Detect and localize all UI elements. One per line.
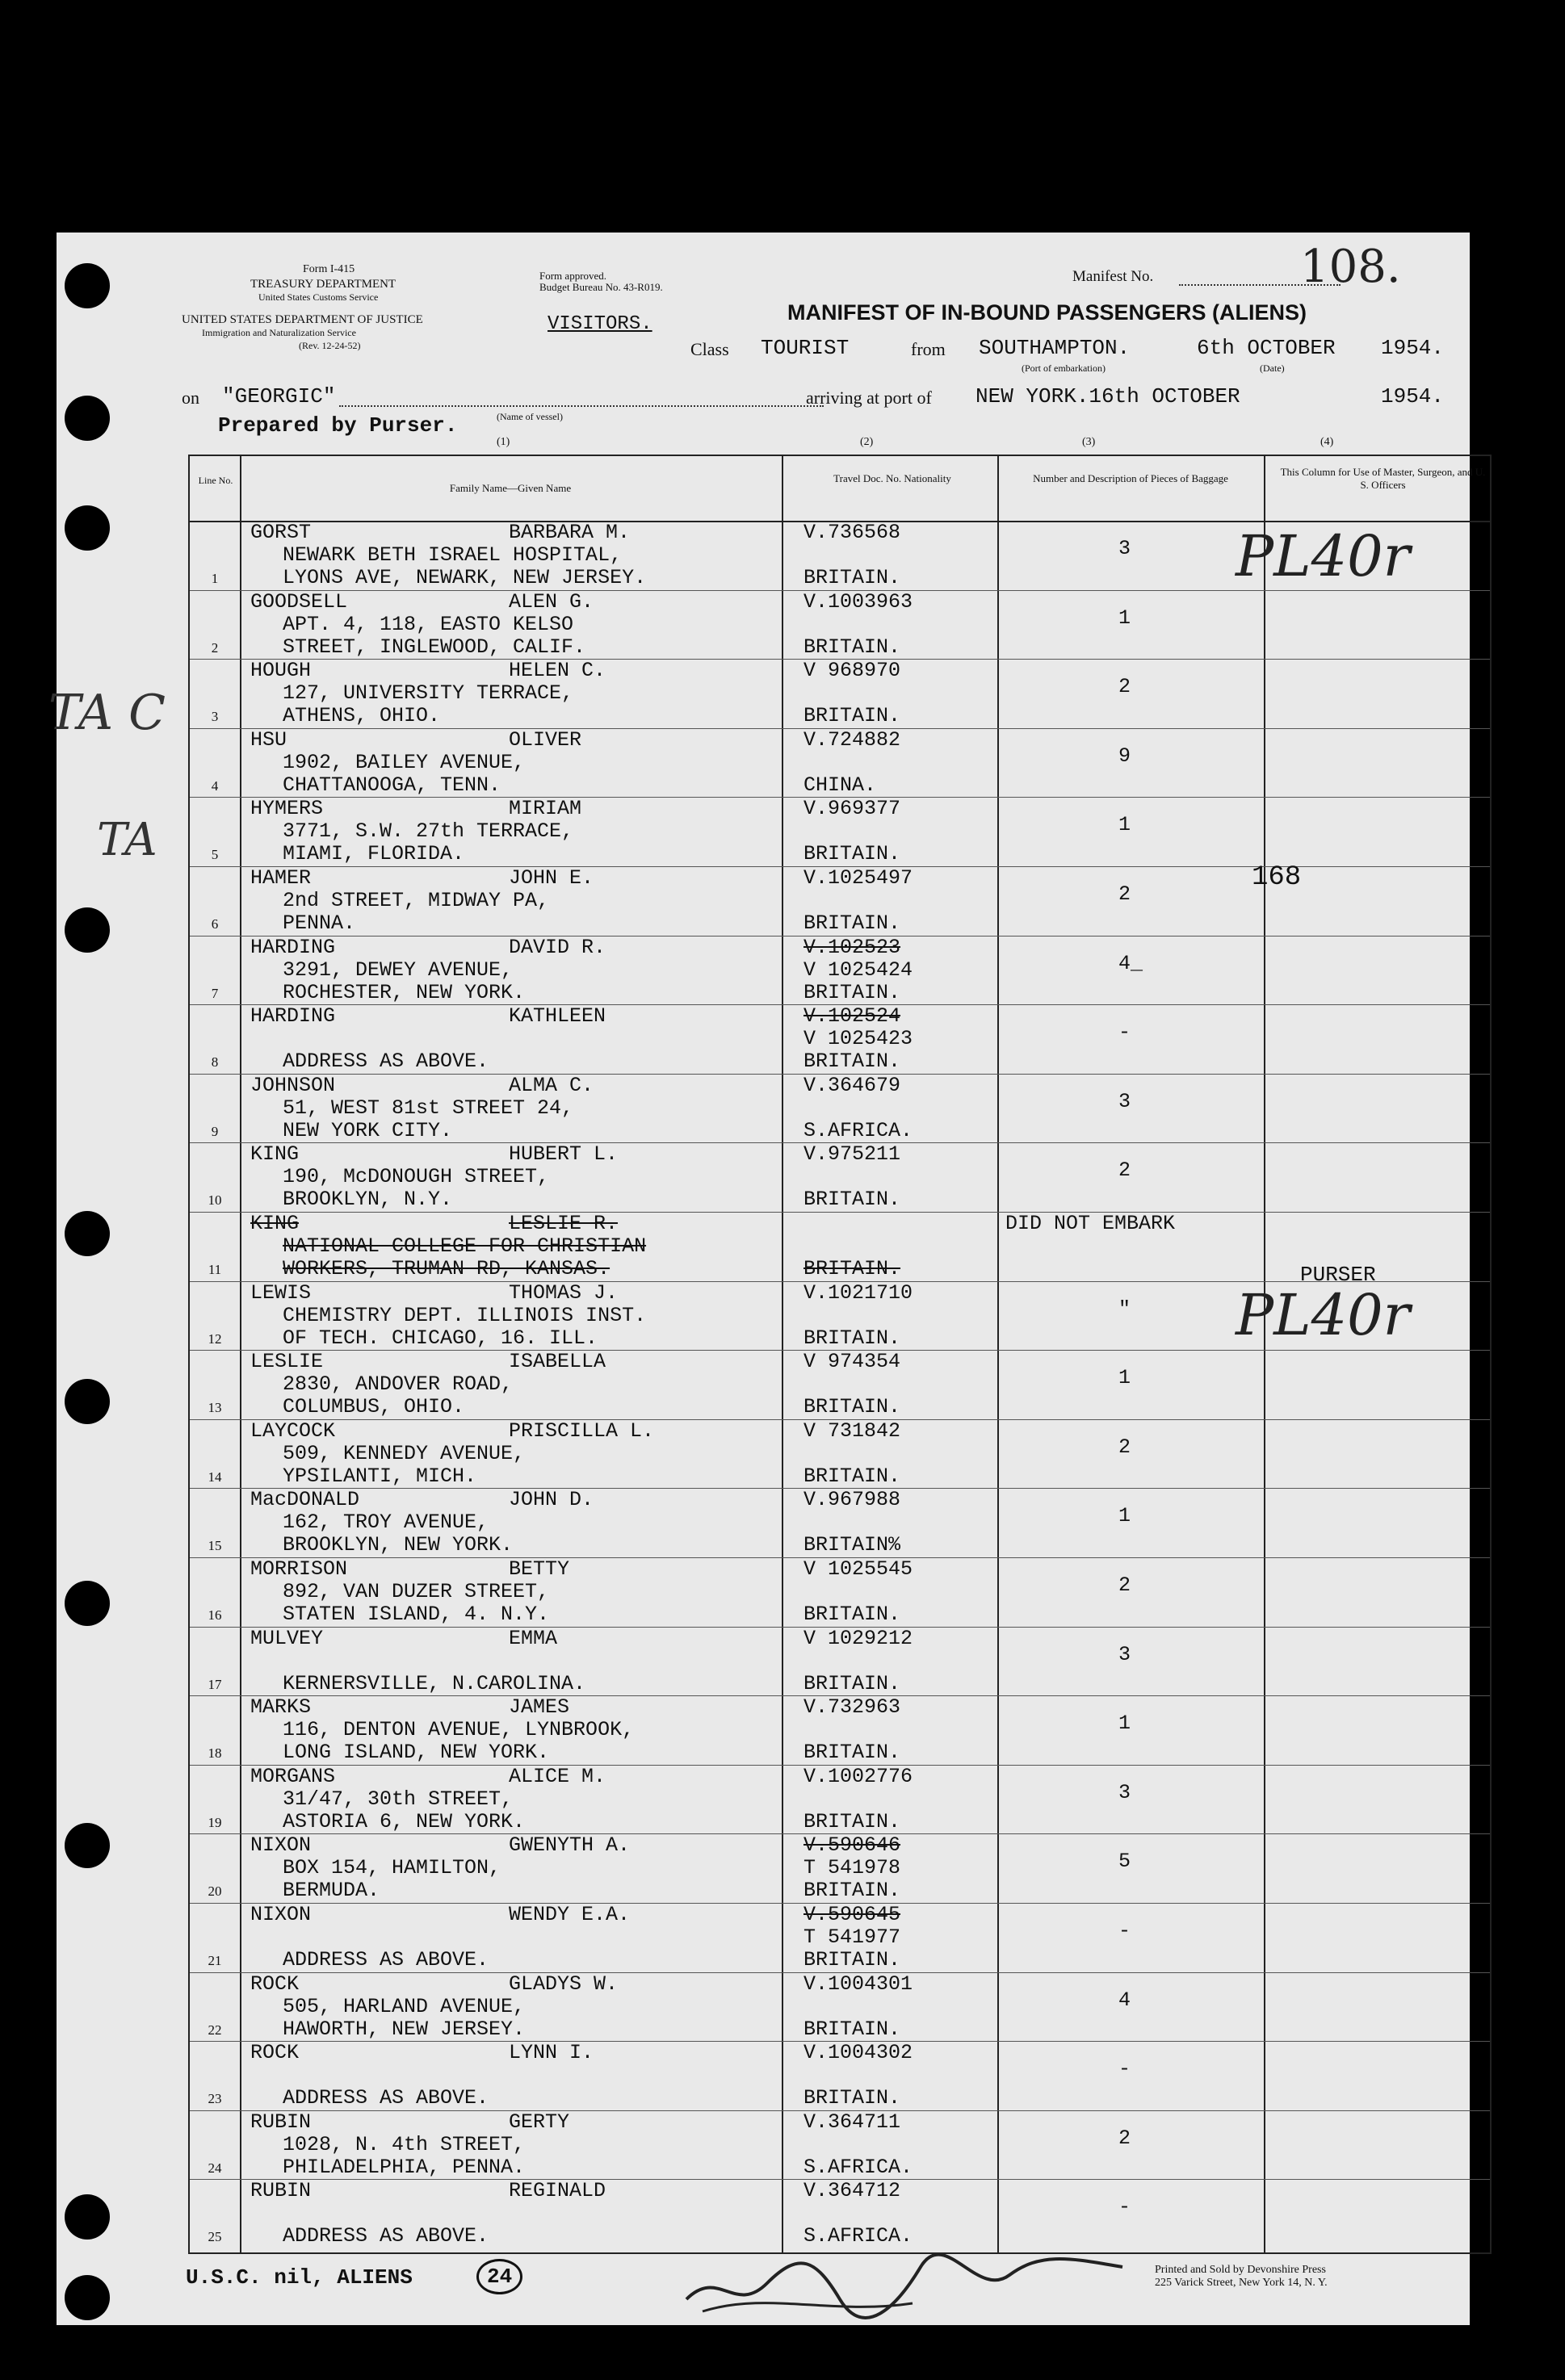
travel-doc-number-corrected: V 1025423 [803,1027,913,1051]
line-number: 18 [208,1745,222,1762]
given-name: ALICE M. [509,1764,606,1788]
line-number: 19 [208,1814,222,1830]
punch-hole [65,2275,110,2320]
alien-count: 24 [476,2259,522,2294]
baggage-count: 2 [1118,1573,1131,1597]
travel-doc-number: V.969377 [803,797,901,821]
family-name: GOODSELL [250,589,348,614]
table-row [190,1972,1490,2042]
on-label: on [182,388,199,408]
address-line-2: ROCHESTER, NEW YORK. [283,980,526,1004]
address-line-1: 505, HARLAND AVENUE, [283,1994,526,2018]
vessel-dots [339,405,824,407]
manifest-number: 108. [1300,241,1401,293]
nationality: CHINA. [803,773,877,797]
baggage-count: 2 [1118,2126,1131,2150]
baggage-count: 3 [1118,1780,1131,1804]
address-line-2: LONG ISLAND, NEW YORK. [283,1741,550,1765]
col-header-name: Family Name—Given Name [449,482,572,494]
baggage-count: 3 [1118,1642,1131,1666]
line-number: 4 [211,777,219,794]
given-name: OLIVER [509,727,582,752]
family-name: HYMERS [250,797,324,821]
family-name: HAMER [250,866,312,890]
baggage-count: 1 [1118,605,1131,630]
given-name: WENDY E.A. [509,1903,631,1926]
table-row [190,1212,1490,1281]
col-number-1: (1) [497,436,510,448]
address-line-1: 162, TROY AVENUE, [283,1511,489,1535]
address-line-1: 3291, DEWEY AVENUE, [283,957,514,982]
family-name: HSU [250,727,287,752]
signature-scribble [670,2235,1155,2328]
address-line-2: YPSILANTI, MICH. [283,1464,477,1488]
nationality: BRITAIN. [803,1671,901,1695]
visitors-label: VISITORS. [548,313,652,335]
line-number: 3 [211,709,219,725]
table-row [190,1765,1490,1834]
address-line-1: 509, KENNEDY AVENUE, [283,1441,526,1465]
col-number-3: (3) [1082,436,1096,448]
line-number: 11 [208,1262,222,1277]
travel-doc-number: V.967988 [803,1488,901,1512]
nationality: BRITAIN. [803,1050,901,1074]
family-name: NIXON [250,1903,312,1926]
baggage-count: 3 [1118,537,1131,560]
baggage-count: DID NOT EMBARK [1005,1212,1176,1235]
address-line-1: 1902, BAILEY AVENUE, [283,750,526,774]
line-number: 23 [208,2091,222,2107]
address-line-1: 51, WEST 81st STREET 24, [283,1096,574,1120]
given-name: LESLIE R. [509,1212,619,1235]
family-name: GORST [250,521,312,544]
address-line-2: ADDRESS AS ABOVE. [283,2224,489,2248]
col-number-4: (4) [1320,436,1334,448]
punch-hole [65,263,110,308]
address-line-2: CHATTANOOGA, TENN. [283,773,501,797]
class-label: Class [690,339,729,359]
agency-justice: UNITED STATES DEPARTMENT OF JUSTICE [182,313,423,326]
family-name: MORRISON [250,1557,348,1581]
nationality: BRITAIN. [803,1395,901,1419]
family-name: KING [250,1212,300,1235]
table-row [190,1627,1490,1696]
address-line-2: WORKERS, TRUMAN RD, KANSAS. [283,1257,610,1280]
budget-bureau: Budget Bureau No. 43-R019. [539,281,663,293]
table-row [190,1488,1490,1557]
baggage-count: 2 [1118,1435,1131,1459]
line-number: 10 [208,1192,222,1209]
baggage-count: 2 [1118,1159,1131,1183]
handwritten-pl40r: PL40r [1236,523,1411,589]
given-name: ALMA C. [509,1073,594,1097]
vessel-name: "GEORGIC" [222,384,336,409]
table-row [190,2041,1490,2110]
line-number: 1 [211,571,219,586]
line-number: 24 [208,2160,222,2176]
class-value: TOURIST [761,336,850,360]
arrival-port: NEW YORK.16th OCTOBER [976,384,1240,409]
address-line-1: 31/47, 30th STREET, [283,1787,514,1811]
port-caption: (Port of embarkation) [1022,362,1106,374]
address-line-2: ADDRESS AS ABOVE. [283,1948,489,1971]
table-row [190,1833,1490,1903]
punch-hole [65,907,110,953]
arriving-label: arriving at port of [806,388,932,408]
from-label: from [911,339,946,359]
line-number: 5 [211,847,219,863]
address-line-1: APT. 4, 118, EASTO KELSO [283,612,574,636]
col-header-baggage: Number and Description of Pieces of Baggage [1033,472,1228,484]
given-name: HUBERT L. [509,1142,619,1167]
table-row [190,1695,1490,1765]
family-name: ROCK [250,2041,300,2065]
nationality: BRITAIN. [803,1257,901,1280]
family-name: HOUGH [250,659,312,683]
line-number: 13 [208,1400,222,1416]
nationality: BRITAIN. [803,911,901,935]
family-name: MULVEY [250,1626,324,1650]
family-name: ROCK [250,1971,300,1996]
travel-doc-number: V.732963 [803,1695,901,1720]
usc-aliens: U.S.C. nil, ALIENS [186,2265,413,2290]
table-row [190,2110,1490,2180]
family-name: LAYCOCK [250,1418,336,1443]
given-name: KATHLEEN [509,1004,606,1029]
travel-doc-number: V.724882 [803,727,901,752]
baggage-count: 9 [1118,744,1131,768]
table-row [190,1903,1490,1972]
nationality: BRITAIN. [803,1879,901,1903]
given-name: ALEN G. [509,589,594,614]
table-row [190,1142,1490,1212]
nationality: BRITAIN. [803,566,901,589]
table-row [190,659,1490,728]
travel-doc-number: V.364679 [803,1073,901,1097]
address-line-1: 3771, S.W. 27th TERRACE, [283,819,574,844]
nationality: BRITAIN. [803,1188,901,1212]
address-line-1: CHEMISTRY DEPT. ILLINOIS INST. [283,1303,647,1327]
line-number: 6 [211,916,219,932]
arrival-year: 1954. [1381,384,1445,409]
travel-doc-number-corrected: V 1025424 [803,957,913,982]
table-row [190,797,1490,866]
table-row [190,936,1490,1005]
given-name: ISABELLA [509,1350,606,1374]
family-name: RUBIN [250,2110,312,2134]
given-name: JAMES [509,1695,570,1720]
vessel-caption: (Name of vessel) [497,411,563,422]
manifest-page [48,233,1486,2325]
address-line-1: 116, DENTON AVENUE, LYNBROOK, [283,1718,635,1742]
nationality: BRITAIN. [803,1603,901,1626]
table-row [190,1004,1490,1074]
given-name: EMMA [509,1626,558,1650]
nationality: BRITAIN. [803,2017,901,2041]
form-approved: Form approved. [539,270,607,282]
nationality: BRITAIN. [803,635,901,659]
given-name: LYNN I. [509,2041,594,2065]
nationality: BRITAIN. [803,704,901,728]
travel-doc-number: V.102523 [803,935,901,959]
baggage-count: 2 [1118,882,1131,906]
address-line-1: 190, McDONOUGH STREET, [283,1165,550,1189]
col-number-2: (2) [860,436,874,448]
nationality: BRITAIN. [803,1741,901,1765]
travel-doc-number: V.364711 [803,2110,901,2134]
address-line-2: BERMUDA. [283,1879,380,1903]
travel-doc-number: V.364712 [803,2179,901,2203]
given-name: JOHN E. [509,866,594,890]
address-line-2: ASTORIA 6, NEW YORK. [283,1809,526,1833]
nationality: BRITAIN. [803,1326,901,1350]
baggage-count: " [1118,1297,1131,1321]
baggage-count: 4_ [1118,951,1143,975]
travel-doc-number: V.1002776 [803,1764,913,1788]
printer-line-2: 225 Varick Street, New York 14, N. Y. [1155,2277,1328,2289]
line-number: 7 [211,985,219,1001]
line-number: 15 [208,1538,222,1554]
number-168: 168 [1252,862,1302,893]
embark-date: 6th OCTOBER [1197,336,1336,360]
baggage-count: - [1118,2057,1131,2081]
nationality: BRITAIN% [803,1533,901,1557]
baggage-count: 1 [1118,1504,1131,1528]
given-name: DAVID R. [509,935,606,959]
nationality: S.AFRICA. [803,2155,913,2179]
address-line-1: 127, UNIVERSITY TERRACE, [283,681,574,706]
given-name: GLADYS W. [509,1971,619,1996]
address-line-2: NEW YORK CITY. [283,1118,453,1142]
given-name: JOHN D. [509,1488,594,1512]
given-name: PRISCILLA L. [509,1418,655,1443]
baggage-count: - [1118,2195,1131,2219]
baggage-count: - [1118,1020,1131,1045]
handwritten-pl40r: PL40r [1236,1282,1411,1348]
nationality: BRITAIN. [803,842,901,866]
address-line-1: NEWARK BETH ISRAEL HOSPITAL, [283,543,623,567]
agency-ins: Immigration and Naturalization Service [202,327,356,338]
margin-note: TA [97,814,157,866]
given-name: GERTY [509,2110,570,2134]
address-line-2: BROOKLYN, N.Y. [283,1188,453,1212]
address-line-2: HAWORTH, NEW JERSEY. [283,2017,526,2041]
line-number: 21 [208,1953,222,1968]
date-caption: (Date) [1260,362,1285,374]
punch-hole [65,1581,110,1626]
address-line-2: LYONS AVE, NEWARK, NEW JERSEY. [283,566,647,589]
nationality: BRITAIN. [803,1464,901,1488]
family-name: LEWIS [250,1280,312,1305]
travel-doc-number: V 974354 [803,1350,901,1374]
punch-hole [65,1379,110,1424]
nationality: S.AFRICA. [803,2224,913,2248]
travel-doc-number: V.1021710 [803,1280,913,1305]
travel-doc-number: V.1004302 [803,2041,913,2065]
line-number: 20 [208,1883,222,1900]
manifest-title: MANIFEST OF IN-BOUND PASSENGERS (ALIENS) [787,300,1307,325]
line-number: 12 [208,1330,222,1347]
address-line-1: 892, VAN DUZER STREET, [283,1580,550,1603]
punch-hole [65,396,110,441]
family-name: MacDONALD [250,1488,360,1512]
travel-doc-number-corrected: T 541978 [803,1856,901,1880]
travel-doc-number-corrected: T 541977 [803,1925,901,1949]
travel-doc-number: V.736568 [803,521,901,544]
nationality: BRITAIN. [803,980,901,1004]
table-row [190,1419,1490,1489]
address-line-2: PHILADELPHIA, PENNA. [283,2155,526,2179]
baggage-count: 3 [1118,1089,1131,1113]
passenger-table [188,455,1492,2254]
baggage-count: 1 [1118,813,1131,837]
travel-doc-number: V 1029212 [803,1626,913,1650]
address-line-2: COLUMBUS, OHIO. [283,1395,465,1419]
line-number: 8 [211,1054,219,1071]
travel-doc-number: V.590645 [803,1903,901,1926]
punch-hole [65,1823,110,1868]
given-name: THOMAS J. [509,1280,619,1305]
form-number: Form I-415 [303,263,355,275]
baggage-count: - [1118,1919,1131,1942]
col-header-line: Line No. [198,475,233,486]
baggage-count: 4 [1118,1988,1131,2012]
travel-doc-number: V.590646 [803,1833,901,1858]
line-number: 17 [208,1676,222,1692]
family-name: RUBIN [250,2179,312,2203]
address-line-1: 1028, N. 4th STREET, [283,2132,526,2156]
line-number: 2 [211,639,219,656]
manifest-no-label: Manifest No. [1072,268,1154,285]
punch-hole [65,505,110,551]
line-number: 14 [208,1469,222,1485]
address-line-2: ADDRESS AS ABOVE. [283,2086,489,2110]
baggage-count: 5 [1118,1850,1131,1874]
family-name: MORGANS [250,1764,336,1788]
printer-line-1: Printed and Sold by Devonshire Press [1155,2264,1326,2276]
table-row [190,1350,1490,1419]
baggage-count: 1 [1118,1712,1131,1736]
nationality: BRITAIN. [803,1948,901,1971]
table-row [190,728,1490,798]
family-name: HARDING [250,935,336,959]
given-name: REGINALD [509,2179,606,2203]
address-line-1: 2nd STREET, MIDWAY PA, [283,889,550,912]
address-line-2: PENNA. [283,911,356,935]
given-name: HELEN C. [509,659,606,683]
prepared-by: Prepared by Purser. [218,413,458,438]
address-line-2: BROOKLYN, NEW YORK. [283,1533,514,1557]
baggage-count: 2 [1118,675,1131,699]
line-number: 25 [208,2229,222,2245]
agency-treasury: TREASURY DEPARTMENT [250,278,396,291]
punch-hole [65,2194,110,2240]
travel-doc-number: V 1025545 [803,1557,913,1581]
travel-doc-number: V.1004301 [803,1971,913,1996]
travel-doc-number: V 968970 [803,659,901,683]
line-number: 9 [211,1123,219,1139]
given-name: BETTY [509,1557,570,1581]
address-line-2: ADDRESS AS ABOVE. [283,1050,489,1074]
margin-note: TA C [48,685,166,741]
nationality: BRITAIN. [803,2086,901,2110]
agency-customs: United States Customs Service [258,291,379,303]
address-line-1: NATIONAL COLLEGE FOR CHRISTIAN [283,1234,647,1258]
purser-label: PURSER [1300,1263,1376,1287]
travel-doc-number: V.1003963 [803,589,913,614]
given-name: BARBARA M. [509,521,631,544]
address-line-2: KERNERSVILLE, N.CAROLINA. [283,1671,586,1695]
line-number: 22 [208,2022,222,2038]
address-line-1: 2830, ANDOVER ROAD, [283,1372,514,1397]
family-name: MARKS [250,1695,312,1720]
nationality: BRITAIN. [803,1809,901,1833]
form-revision: (Rev. 12-24-52) [299,340,361,351]
table-row [190,1557,1490,1627]
table-row [190,590,1490,660]
family-name: HARDING [250,1004,336,1029]
family-name: LESLIE [250,1350,324,1374]
address-line-2: ATHENS, OHIO. [283,704,441,728]
embark-year: 1954. [1381,336,1445,360]
family-name: KING [250,1142,300,1167]
travel-doc-number: V.102524 [803,1004,901,1029]
address-line-2: OF TECH. CHICAGO, 16. ILL. [283,1326,598,1350]
travel-doc-number: V 731842 [803,1418,901,1443]
col-header-officers: This Column for Use of Master, Surgeon, and U. S. Officers [1280,466,1486,491]
address-line-2: STATEN ISLAND, 4. N.Y. [283,1603,550,1626]
given-name: MIRIAM [509,797,582,821]
baggage-count: 1 [1118,1366,1131,1390]
table-row [190,1074,1490,1143]
line-number: 16 [208,1607,222,1623]
punch-hole [65,1211,110,1256]
given-name: GWENYTH A. [509,1833,631,1858]
travel-doc-number: V.975211 [803,1142,901,1167]
address-line-1: BOX 154, HAMILTON, [283,1856,501,1880]
address-line-2: STREET, INGLEWOOD, CALIF. [283,635,586,659]
port-of-embarkation: SOUTHAMPTON. [979,336,1131,360]
col-header-travel: Travel Doc. No. Nationality [833,472,951,484]
address-line-2: MIAMI, FLORIDA. [283,842,465,866]
family-name: NIXON [250,1833,312,1858]
travel-doc-number: V.1025497 [803,866,913,890]
nationality: S.AFRICA. [803,1118,913,1142]
family-name: JOHNSON [250,1073,336,1097]
